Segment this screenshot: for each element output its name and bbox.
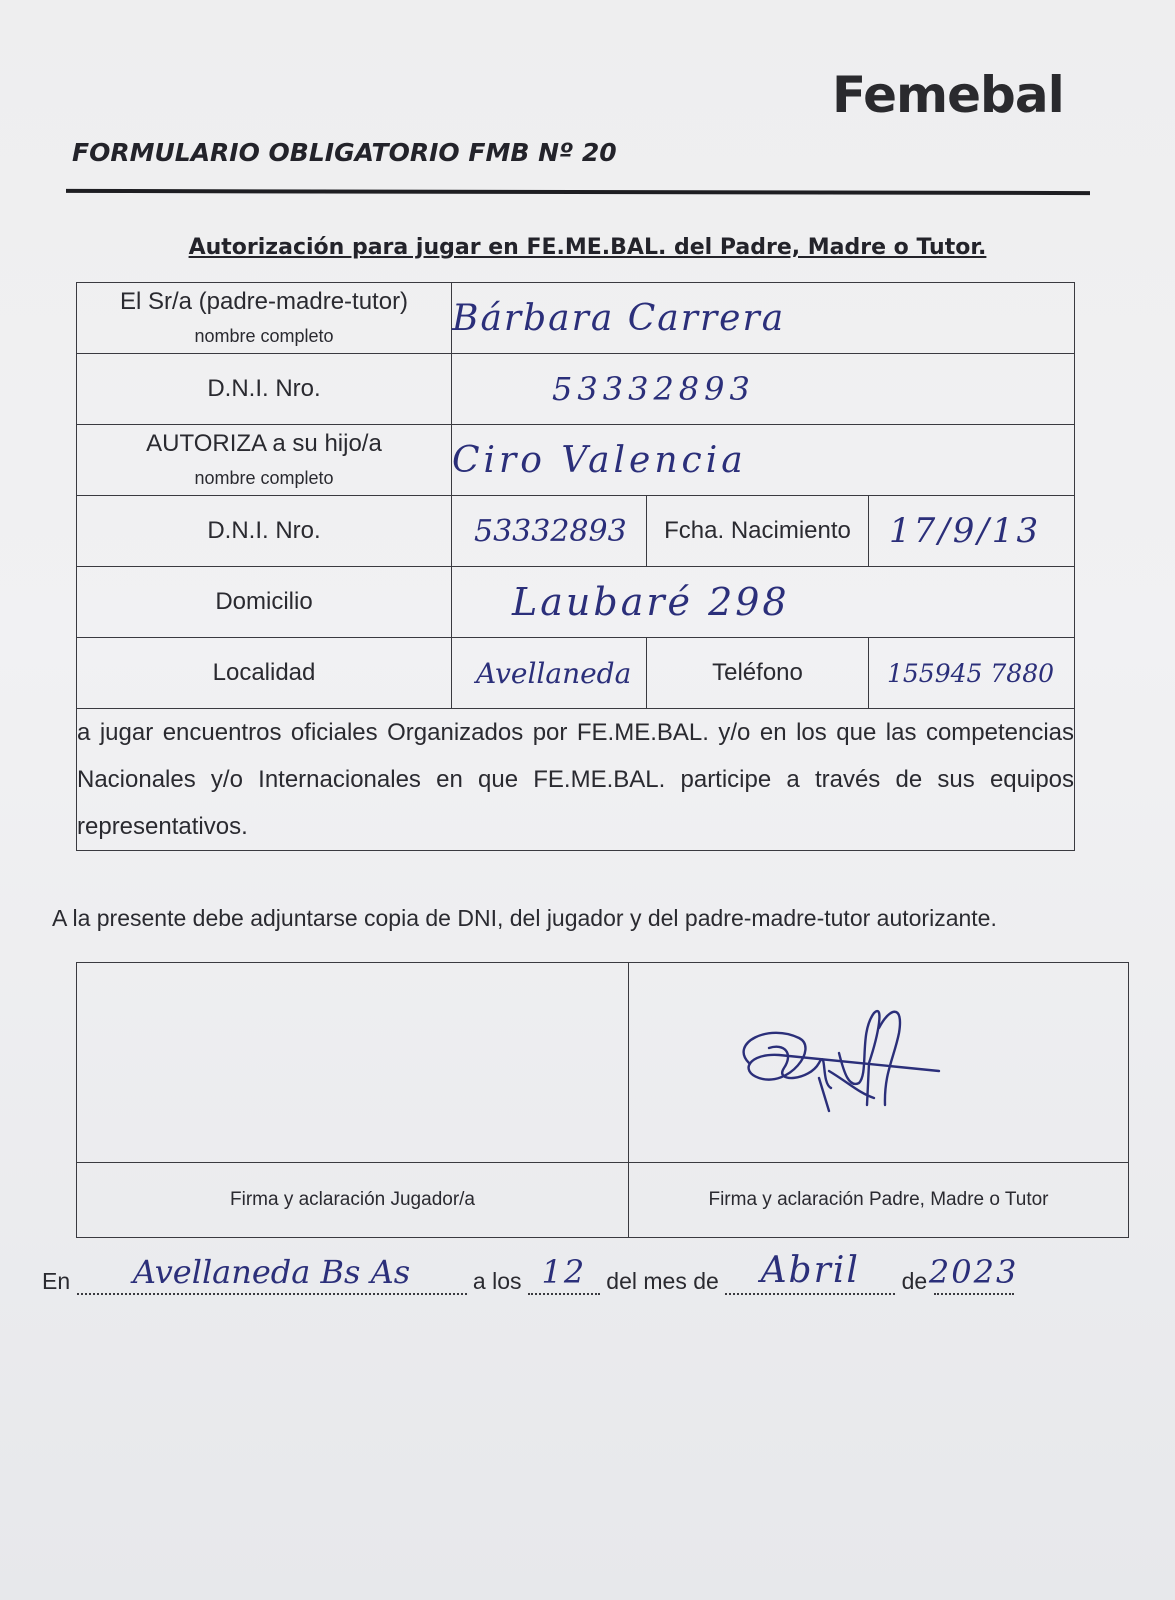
guardian-dni-row <box>77 354 1075 425</box>
en-label: En <box>42 1268 71 1294</box>
header-divider <box>66 189 1090 195</box>
child-dni-field[interactable] <box>452 496 647 567</box>
guardian-signature-icon <box>709 993 969 1133</box>
locality-row <box>77 638 1075 709</box>
child-dni-label: D.N.I. Nro. <box>77 496 452 567</box>
locality-field[interactable] <box>452 638 647 709</box>
child-name-field[interactable] <box>452 425 1075 496</box>
year: 2023 <box>928 1253 1019 1291</box>
authorization-text-row <box>77 709 1075 851</box>
authorization-table <box>76 282 1075 851</box>
child-sublabel: nombre completo <box>194 467 334 488</box>
guardian-dni-field[interactable] <box>452 354 1075 425</box>
day: 12 <box>541 1253 587 1291</box>
child-label: AUTORIZA a su hijo/a <box>146 429 382 457</box>
month: Abril <box>760 1250 860 1291</box>
form-title: FORMULARIO OBLIGATORIO FMB Nº 20 <box>72 138 617 167</box>
child-label-cell <box>77 425 452 496</box>
signature-label-row <box>77 1163 1129 1238</box>
locality: Avellaneda <box>476 656 632 690</box>
guardian-dni: 53332893 <box>552 370 755 408</box>
place-field[interactable] <box>77 1253 467 1295</box>
guardian-dni-label: D.N.I. Nro. <box>77 354 452 425</box>
signature-row <box>77 963 1129 1163</box>
birth-date-label: Fcha. Nacimiento <box>647 496 869 567</box>
phone-field[interactable] <box>869 638 1075 709</box>
address-label: Domicilio <box>77 567 452 638</box>
guardian-name: Bárbara Carrera <box>452 297 786 339</box>
guardian-signature-box[interactable] <box>629 963 1129 1163</box>
femebal-logo: Femebal <box>832 66 1064 124</box>
player-signature-box[interactable] <box>77 963 629 1163</box>
attachment-note: A la presente debe adjuntarse copia de DNI, del jugador y del padre-madre-tutor autorizante. <box>52 905 997 931</box>
birth-date: 17/9/13 <box>889 511 1042 551</box>
guardian-signature-label: Firma y aclaración Padre, Madre o Tutor <box>629 1163 1129 1238</box>
day-field[interactable] <box>528 1253 600 1295</box>
guardian-sublabel: nombre completo <box>194 325 334 346</box>
address: Laubaré 298 <box>512 580 790 624</box>
player-signature-label: Firma y aclaración Jugador/a <box>77 1163 629 1238</box>
address-row <box>77 567 1075 638</box>
child-dni: 53332893 <box>474 513 627 549</box>
authorization-paragraph: a jugar encuentros oficiales Organizados por FE.ME.BAL. y/o en los que las competencias Nacionales y/o Internacionales en que FE.ME.BAL. participe a través de sus equipos representativos. <box>77 709 1075 851</box>
signature-table <box>76 962 1129 1238</box>
birth-date-field[interactable] <box>869 496 1075 567</box>
month-field[interactable] <box>725 1250 895 1295</box>
year-field[interactable] <box>928 1253 1019 1295</box>
place: Avellaneda Bs As <box>132 1253 411 1291</box>
child-dni-row <box>77 496 1075 567</box>
phone-label: Teléfono <box>647 638 869 709</box>
guardian-label-cell <box>77 283 452 354</box>
form-subtitle: Autorización para jugar en FE.ME.BAL. del Padre, Madre o Tutor. <box>188 235 987 260</box>
phone: 155945 7880 <box>887 658 1055 688</box>
place-date-line <box>42 1250 1019 1295</box>
guardian-name-field[interactable] <box>452 283 1075 354</box>
guardian-label: El Sr/a (padre-madre-tutor) <box>119 287 409 315</box>
address-field[interactable] <box>452 567 1075 638</box>
guardian-name-row <box>77 283 1075 354</box>
day-label: a los <box>472 1268 522 1294</box>
child-name-row <box>77 425 1075 496</box>
locality-label: Localidad <box>77 638 452 709</box>
child-name: Ciro Valencia <box>452 439 747 481</box>
month-label: del mes de <box>606 1268 719 1294</box>
year-label: de <box>901 1268 928 1294</box>
